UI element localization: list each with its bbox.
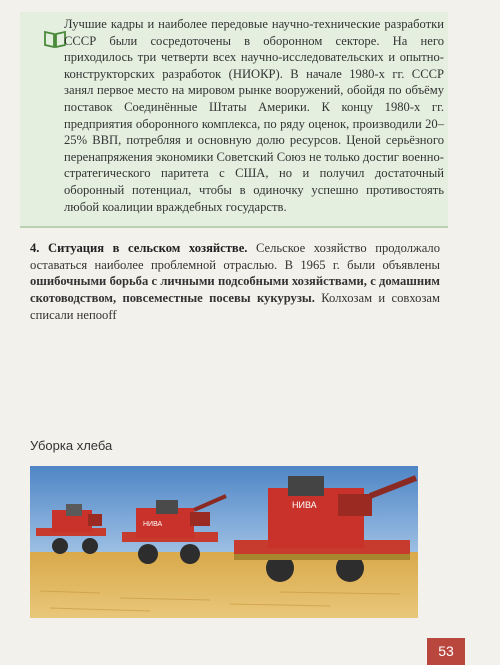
section-highlight1: ошибочными борьба с личными подсобными хозяйствами, с домашним скотоводством, повсеместные посевы кукурузы. [30, 274, 440, 306]
combine-harvesters-photo [30, 466, 418, 618]
machine-label-2: НИВА [143, 521, 163, 528]
page-number: 53 [427, 638, 465, 665]
section-text-part1: Сельское хозяйство продолжало оставаться наиболее проблемной отраслью. В 1965 г. были объявлены [30, 241, 440, 272]
info-box-text: Лучшие кадры и наиболее передовые научно-технические разработки СССР были сосредоточены в оборонном секторе. На него приходилось три четверти всех научно-исследовательских и опытно-конструкторских разработок (НИОКР). В начале 1980-х гг. СССР занял первое место на мировом рынке вооружений, обойдя по объёму поставок Соединённые Штаты Америки. К концу 1980-х гг. предприятия оборонного комплекса, по ряду оценок, производили 20–25% ВВП, потребляя и основную долю ресурсов. Ценой серьёзного перенапряжения экономики Советский Союз не только достиг военно-стратегического паритета с США, но и получил достаточный оборонный потенциал, чтобы в одиночку успешно противостоять любой коалиции враждебных государств. [64, 17, 444, 214]
machine-label-3: НИВА [292, 500, 317, 510]
photo-illustration [30, 466, 418, 618]
section-heading: 4. Ситуация в сельском хозяйстве. [30, 241, 248, 255]
section-agriculture [30, 240, 440, 324]
book-icon [44, 30, 66, 48]
photo-caption: Уборка хлеба [30, 438, 113, 453]
section-text-part2: Колхозам и совхозам списали непоoff [30, 291, 440, 322]
info-box [20, 12, 448, 228]
